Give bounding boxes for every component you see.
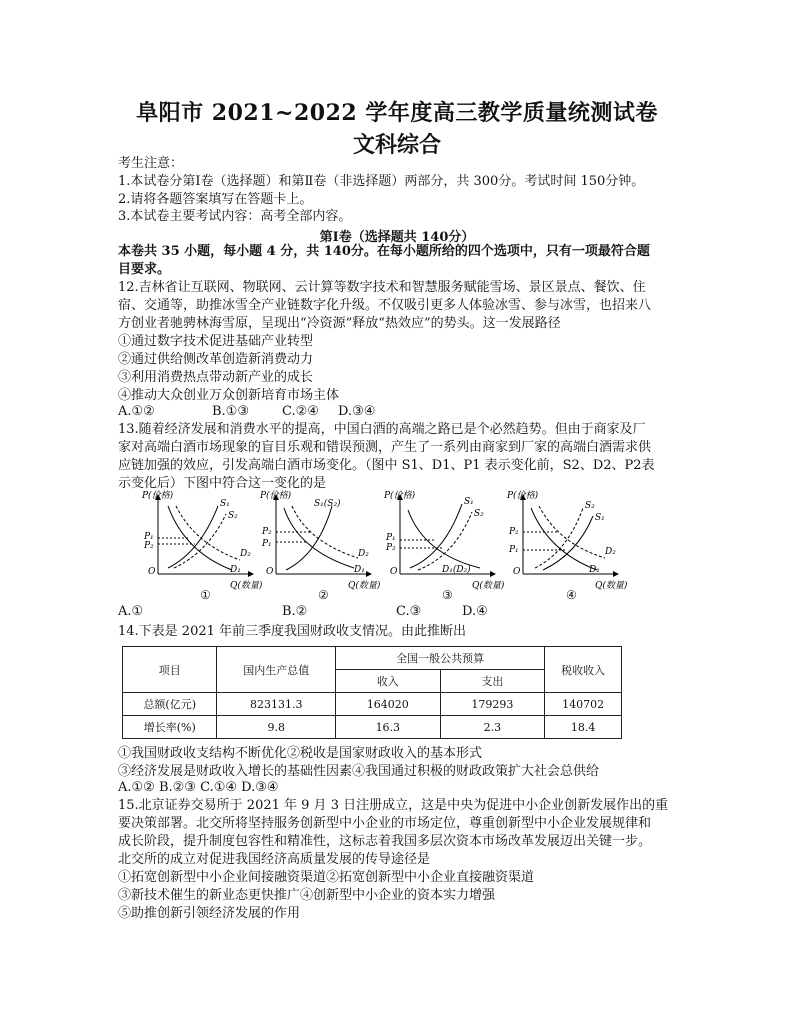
q14-items: ①我国财政收支结构不断优化②税收是国家财政收入的基本形式 (118, 746, 483, 761)
graph-number: ③ (442, 588, 453, 602)
graph-number: ② (318, 588, 329, 602)
q14-options: A.①② B.②③ C.①④ D.③④ (118, 780, 279, 795)
section-intro: 目要求。 (118, 262, 171, 277)
svg-text:P(价格): P(价格) (507, 491, 539, 501)
svg-text:D₁: D₁ (230, 565, 241, 575)
svg-text:D₂: D₂ (605, 547, 616, 557)
supply-demand-graph-2 (258, 492, 393, 602)
fiscal-table: 项目 国内生产总值 全国一般公共预算 税收收入 收入 支出 总额(亿元) 823131.3 164020 179293 140702 增长率(%) 9.8 16.3 2.3 18.4 (122, 646, 622, 739)
exam-title: 阜阳市 2021~2022 学年度高三教学质量统测试卷 (136, 100, 658, 126)
svg-text:P₁: P₁ (144, 532, 154, 542)
supply-demand-graph-1 (140, 492, 275, 602)
svg-text:O: O (266, 567, 274, 577)
q12-item: ①通过数字技术促进基础产业转型 (118, 334, 314, 349)
q12-stem: 12.吉林省让互联网、物联网、云计算等数字技术和智慧服务赋能雪场、景区景点、餐饮、住 (118, 280, 646, 295)
svg-text:S₁(S₂): S₁(S₂) (314, 499, 341, 509)
svg-text:P(价格): P(价格) (384, 491, 416, 501)
svg-text:S₁: S₁ (220, 499, 230, 509)
svg-text:O: O (148, 567, 156, 577)
q12-option-d: D.③④ (338, 404, 376, 419)
svg-text:D₁(D₂): D₁(D₂) (442, 565, 471, 575)
notice-item: 2.请将各题答案填写在答题卡上。 (118, 192, 313, 207)
q12-option-c: C.②④ (282, 404, 319, 419)
svg-text:P₁: P₁ (386, 533, 396, 543)
q15-item: ①拓宽创新型中小企业间接融资渠道②拓宽创新型中小企业直接融资渠道 (118, 870, 535, 885)
q12-item: ②通过供给侧改革创造新消费动力 (118, 352, 314, 367)
svg-text:Q(数量): Q(数量) (595, 581, 628, 591)
q15-item: ⑤助推创新引领经济发展的作用 (118, 906, 301, 921)
svg-text:S₂: S₂ (585, 501, 595, 511)
svg-text:P₂: P₂ (262, 527, 272, 537)
notice-item: 3.本试卷主要考试内容：高考全部内容。 (118, 209, 352, 224)
svg-text:S₂: S₂ (474, 509, 484, 519)
q12-stem: 宿、交通等，助推冰雪全产业链数字化升级。不仅吸引更多人体验冰雪、参与冰雪，也招来八 (118, 298, 652, 313)
q13-stem: 家对高端白酒市场现象的盲目乐观和错误预测，产生了一系列由商家到厂家的高端白酒需求供 (118, 440, 652, 455)
svg-text:P₁: P₁ (262, 539, 272, 549)
svg-text:D₂: D₂ (240, 549, 251, 559)
svg-text:O: O (390, 567, 398, 577)
q14-stem: 14.下表是 2021 年前三季度我国财政收支情况。由此推断出 (118, 624, 467, 639)
supply-demand-graph-3 (382, 492, 517, 602)
notice-label: 考生注意： (118, 156, 184, 171)
svg-text:S₁: S₁ (464, 497, 474, 507)
section-title: 第Ⅰ卷（选择题共 140分） (319, 230, 475, 245)
q15-stem: 成长阶段，提升制度包容性和精准性，这标志着我国多层次资本市场改革发展迈出关键一步。 (118, 834, 652, 849)
q13-option-c: C.③ (396, 604, 422, 619)
section-intro: 本卷共 35 小题，每小题 4 分，共 140分。在每小题所给的四个选项中，只有一项最符合题 (118, 244, 650, 259)
svg-text:O: O (513, 567, 521, 577)
q13-stem: 13.随着经济发展和消费水平的提高，中国白酒的高端之路已是个必然趋势。但由于商家及厂 (118, 422, 646, 437)
q13-stem: 应链加强的效应，引发高端白酒市场变化。（图中 S1、D1、P1 表示变化前，S2、D2、P2表 (118, 458, 655, 473)
p-axis-label: P(价格) (142, 491, 174, 501)
q13-option-a: A.① (118, 604, 144, 619)
svg-text:P(价格): P(价格) (260, 491, 292, 501)
graph-number: ① (200, 588, 211, 602)
q-axis-label: Q(数量) (230, 581, 263, 591)
svg-text:D₁: D₁ (589, 565, 600, 575)
svg-text:D₁: D₁ (354, 565, 365, 575)
q12-item: ③利用消费热点带动新产业的成长 (118, 370, 314, 385)
q12-item: ④推动大众创业万众创新培育市场主体 (118, 388, 340, 403)
svg-text:P₂: P₂ (144, 541, 154, 551)
svg-text:Q(数量): Q(数量) (348, 581, 381, 591)
svg-text:P₂: P₂ (386, 543, 396, 553)
q12-option-b: B.①③ (212, 404, 249, 419)
q15-stem: 要决策部署。北交所将坚持服务创新型中小企业的市场定位，尊重创新型中小企业发展规律和 (118, 816, 652, 831)
q12-stem: 方创业者驰骋林海雪原，呈现出“冷资源”释放“热效应”的势头。这一发展路径 (118, 316, 561, 331)
table-row: 总额(亿元) 823131.3 164020 179293 140702 (123, 693, 622, 716)
graph-number: ④ (566, 588, 577, 602)
exam-subtitle: 文科综合 (352, 132, 441, 158)
q15-stem: 北交所的成立对促进我国经济高质量发展的传导途径是 (118, 852, 431, 867)
notice-item: 1.本试卷分第Ⅰ卷（选择题）和第Ⅱ卷（非选择题）两部分，共 300分。考试时间 150分钟。 (118, 174, 645, 189)
svg-text:S₁: S₁ (595, 513, 605, 523)
svg-text:P₂: P₂ (509, 527, 519, 537)
q15-stem: 15.北京证券交易所于 2021 年 9 月 3 日注册成立，这是中央为促进中小企业创新发展作出的重 (118, 798, 669, 813)
q13-option-d: D.④ (462, 604, 488, 619)
svg-text:S₂: S₂ (228, 511, 238, 521)
svg-text:P₁: P₁ (509, 545, 519, 555)
q12-option-a: A.①② (118, 404, 155, 419)
q13-option-b: B.② (282, 604, 308, 619)
table-row: 增长率(%) 9.8 16.3 2.3 18.4 (123, 716, 622, 739)
supply-demand-graph-4 (505, 492, 640, 602)
q14-items: ③经济发展是财政收入增长的基础性因素④我国通过积极的财政政策扩大社会总供给 (118, 764, 600, 779)
q15-item: ③新技术催生的新业态更快推广④创新型中小企业的资本实力增强 (118, 888, 496, 903)
svg-text:Q(数量): Q(数量) (472, 581, 505, 591)
svg-text:D₂: D₂ (358, 549, 369, 559)
q13-stem: 示变化后）下图中符合这一变化的是 (118, 476, 327, 491)
